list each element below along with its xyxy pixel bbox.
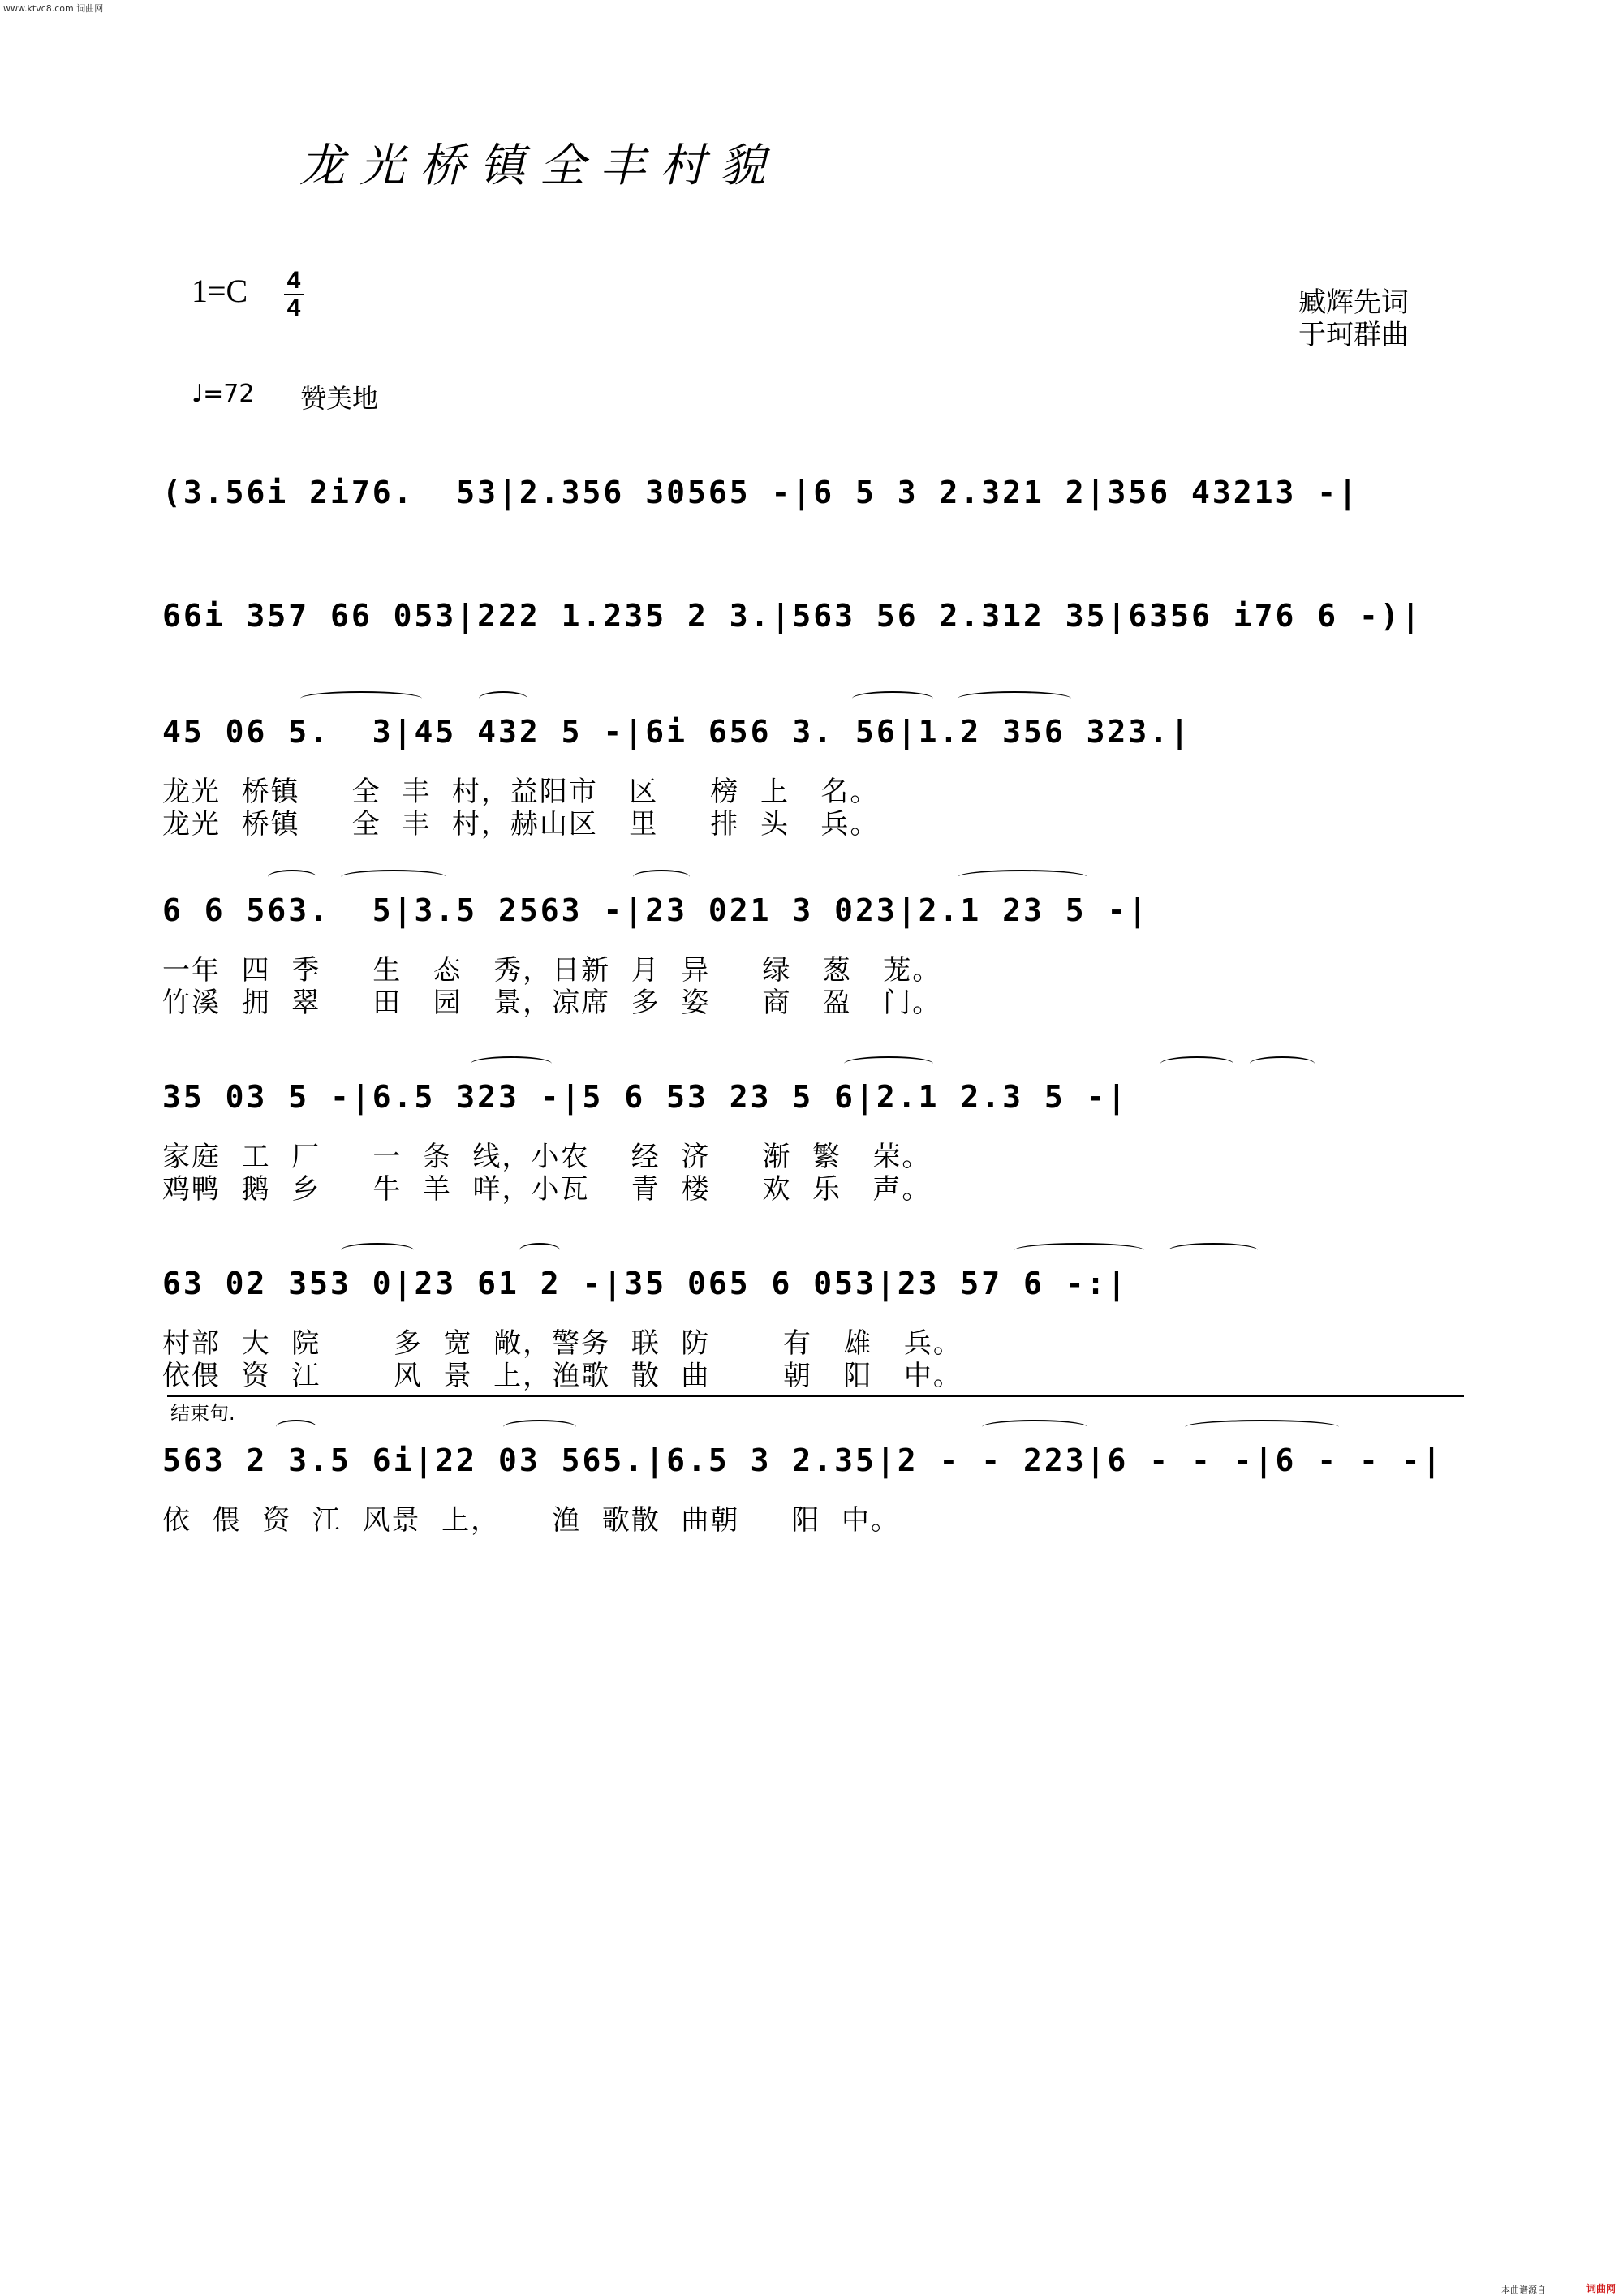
slur-mark <box>1185 1420 1339 1434</box>
time-signature-top: 4 <box>286 267 301 294</box>
score-row-2 <box>0 598 1623 695</box>
time-signature-bottom: 4 <box>286 295 301 321</box>
slur-mark <box>519 1243 560 1258</box>
slur-mark <box>268 870 316 884</box>
score-row-4 <box>0 892 1623 1019</box>
lyric-verse-1: 依 偎 资 江 风景 上， 渔 歌散 曲朝 阳 中。 <box>162 1504 900 1537</box>
site-footer-brand: 词曲网 <box>1586 2283 1617 2294</box>
slur-mark <box>341 1243 414 1258</box>
lyric-verse-1: 村部 大 院 多 宽 敞，警务 联 防 有 雄 兵。 <box>162 1327 962 1360</box>
site-footer-label: 本曲谱源自 <box>1501 2285 1546 2295</box>
score-row-1 <box>0 475 1623 572</box>
ending-label: 结束句. <box>170 1402 235 1425</box>
slur-mark <box>1014 1243 1144 1258</box>
slur-mark <box>479 691 527 706</box>
slur-mark <box>633 870 690 884</box>
lyric-verse-1: 家庭 工 厂 一 条 线，小农 经 济 渐 繁 荣。 <box>162 1141 932 1173</box>
slur-mark <box>1160 1056 1233 1071</box>
expression-marking: 赞美地 <box>300 383 379 414</box>
notes-line: 45 06 5. 3|45 432 5 -|6i 656 3. 56|1.2 356 323.| <box>162 714 1192 750</box>
notes-line: 35 03 5 -|6.5 323 -|5 6 53 23 5 6|2.1 2.3 5 -| <box>162 1079 1129 1115</box>
slur-mark <box>471 1056 552 1071</box>
lyricist-credit: 臧辉先词 <box>1298 286 1409 319</box>
slur-mark <box>276 1420 316 1434</box>
score-row-6 <box>0 1266 1623 1392</box>
lyric-verse-2: 依偎 资 江 风 景 上，渔歌 散 曲 朝 阳 中。 <box>162 1360 962 1392</box>
slur-mark <box>503 1420 576 1434</box>
ending-bracket <box>167 1395 1464 1397</box>
time-signature <box>284 268 304 321</box>
notes-line: (3.56i 2i76. 53|2.356 30565 -|6 5 3 2.321 2|356 43213 -| <box>162 475 1360 510</box>
lyric-verse-1: 龙光 桥镇 全 丰 村，益阳市 区 榜 上 名。 <box>162 776 880 808</box>
slur-mark <box>844 1056 933 1071</box>
slur-mark <box>300 691 422 706</box>
slur-mark <box>852 691 933 706</box>
notes-line: 63 02 353 0|23 61 2 -|35 065 6 053|23 57 6 -:| <box>162 1266 1129 1301</box>
lyric-verse-2: 龙光 桥镇 全 丰 村，赫山区 里 排 头 兵。 <box>162 808 880 841</box>
composer-credit: 于珂群曲 <box>1298 319 1409 351</box>
lyric-verse-1: 一年 四 季 生 态 秀，日新 月 异 绿 葱 茏。 <box>162 954 942 987</box>
notes-line: 563 2 3.5 6i|22 03 565.|6.5 3 2.35|2 - - 223|6 - - -|6 - - -| <box>162 1443 1444 1478</box>
notes-line: 66i 357 66 053|222 1.235 2 3.|563 56 2.312 35|6356 i76 6 -)| <box>162 598 1423 634</box>
lyric-verse-2: 竹溪 拥 翠 田 园 景，凉席 多 姿 商 盈 门。 <box>162 987 942 1019</box>
slur-mark <box>982 1420 1087 1434</box>
notes-line: 6 6 563. 5|3.5 2563 -|23 021 3 023|2.1 23 5 -| <box>162 892 1150 928</box>
score-row-5 <box>0 1079 1623 1206</box>
score-row-3 <box>0 714 1623 841</box>
slur-mark <box>1250 1056 1315 1071</box>
slur-mark <box>341 870 446 884</box>
slur-mark <box>958 691 1071 706</box>
slur-mark <box>1169 1243 1258 1258</box>
song-title: 龙光桥镇全丰村貌 <box>299 140 780 192</box>
tempo-marking: ♩=72 <box>192 380 255 408</box>
site-header: www.ktvc8.com 词曲网 <box>3 3 104 14</box>
lyric-verse-2: 鸡鸭 鹅 乡 牛 羊 咩，小瓦 青 楼 欢 乐 声。 <box>162 1173 932 1206</box>
key-signature: 1=C <box>192 273 248 309</box>
score-row-7 <box>0 1443 1623 1540</box>
slur-mark <box>958 870 1087 884</box>
